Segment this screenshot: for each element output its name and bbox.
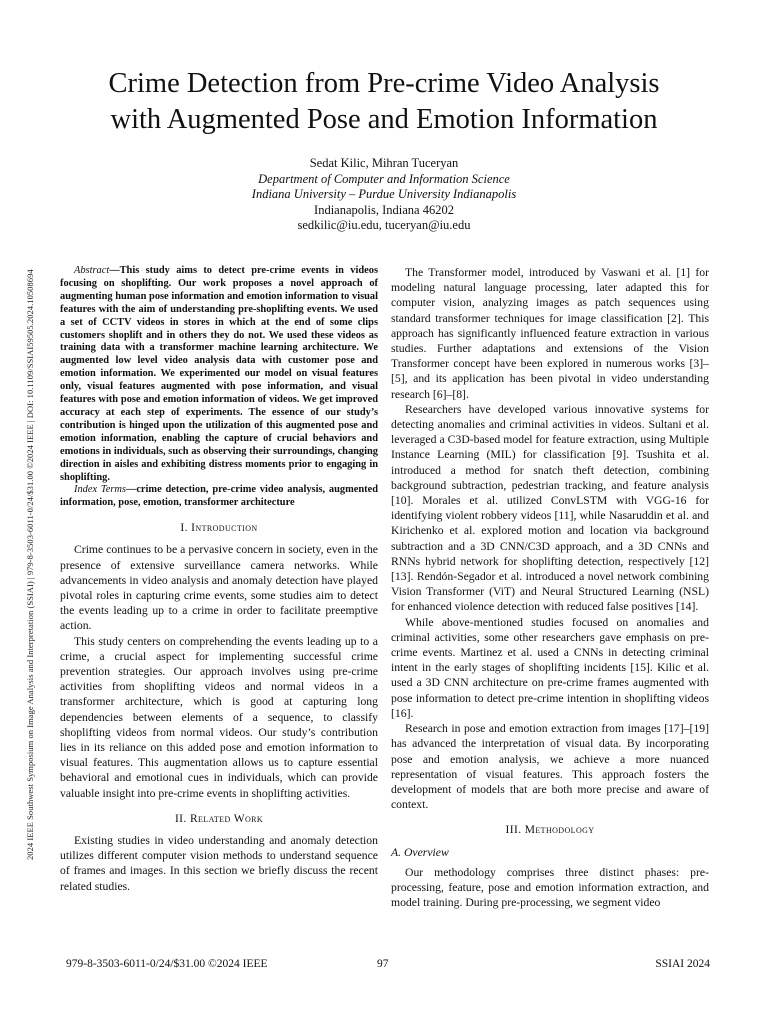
right-column: [391, 265, 709, 910]
footer-conference: SSIAI 2024: [655, 958, 710, 970]
page-number: 97: [377, 958, 389, 970]
section-heading-methodology: III. Methodology: [505, 824, 595, 837]
author-university: Indiana University – Purdue University Indianapolis: [251, 187, 517, 202]
index-terms-lead: Index Terms: [74, 484, 126, 496]
related-paragraph-3: Researchers have developed various innovative systems for detecting anomalies and criminal activities in videos. Sultani et al. leveraged a C3D-based model for feature extraction, using Multiple Instance Learning (MIL) for classification [9]. Tsushita et al. introduced a method for snatch theft detection, combining background subtraction, pedestrian tracking, and feature analysis [10]. Morales et al. utilized ConvLSTM with VGG-16 for identifying violent robbery videos [11], while Nasaruddin et al. and Kirichenko et al. explored motion and location via background subtraction and a 3D CNN/C3D approach, and a 3D CNNs and RNNs hybrid network for shoplifting detection, respectively [12][13]. Rendón-Segador et al. introduced a novel network combining Vision Transformer (ViT) and Neural Structured Learning (NSL) for enhanced violence detection with reduced false positives [14].: [391, 402, 709, 614]
index-terms: [60, 484, 378, 510]
intro-paragraph-1: Crime continues to be a pervasive concern in society, even in the presence of extensive surveillance camera networks. While advancements in video analysis and anomaly detection have played pivotal roles in capturing crime events, some studies aim to detect the events leading up to a crime in order to facilitate preemptive action.: [60, 543, 378, 633]
intro-paragraph-2: This study centers on comprehending the events leading up to a crime, a crucial aspect for implementing successful crime prevention strategies. Our approach involves using pre-crime activities from shoplifting videos and normal videos in a transformer architecture, which is good at capturing long dependencies between elements of a sequence, to classify shoplifting videos from normal videos. Our study’s contribution lies in its reliance on this added pose and emotion information to visual features. This augmentation allows us to capture essential behavioral and emotional cues in individuals, which can provide valuable insight into pre-crime events in shoplifting activities.: [60, 634, 378, 800]
author-emails: sedkilic@iu.edu, tuceryan@iu.edu: [297, 218, 471, 233]
abstract: [60, 265, 378, 484]
related-paragraph-5: Research in pose and emotion extraction from images [17]–[19] has advanced the interpretation of visual data. By incorporating pose and emotion analysis, we achieve a more nuanced representation of visual features. This approach fosters the development of models that are both more precise and aware of context.: [391, 722, 709, 812]
section-heading-related-work: II. Related Work: [174, 812, 264, 825]
related-paragraph-4: While above-mentioned studies focused on anomalies and criminal activities, some other researchers gave emphasis on pre-crime events. Martinez et al. used a CNNs in detecting criminal intent in the early stages of shoplifting incidents [15]. Kilic et al. used a 3D CNN architecture on pre-crime frames augmented with pose information to detect pre-crime intention in shoplifting videos [16].: [391, 615, 709, 720]
subsection-heading-overview: A. Overview: [391, 845, 449, 859]
sidebar-citation: 2024 IEEE Southwest Symposium on Image Analysis and Interpretation (SSIAI) | 979-8-3503-6011-0/24/$31.00 ©2024 IEEE | DOI: 10.1109/SSIAI59505.2024.10508694: [25, 269, 35, 860]
left-column: [60, 265, 378, 894]
methodology-paragraph-1: Our methodology comprises three distinct phases: pre-processing, feature, pose and emotion information extraction, and model training. During pre-processing, we segment video: [391, 865, 709, 910]
abstract-lead: Abstract: [74, 265, 110, 276]
author-department: Department of Computer and Information Science: [258, 171, 510, 186]
doi-sidebar: [14, 170, 35, 870]
author-location: Indianapolis, Indiana 46202: [314, 202, 454, 217]
title-line-1: Crime Detection from Pre-crime Video Analysis: [108, 68, 660, 99]
abstract-text: —This study aims to detect pre-crime events in videos focusing on shoplifting. Our work proposes a novel approach of augmenting human pose information and emotion information to visual features with the aim of understanding pre-shoplifting events. We used a set of CCTV videos in stores in which at the end of some clips customers shoplift and in others they do not. We used these videos as training data with a transformer machine learning architecture. We augmented low level video analysis data with customer pose and emotion information. We experimented our model on visual features only, visual features augmented with pose information, and visual features with pose and emotion information of videos. We get improved accuracy at each step of experiments. The essence of our study’s contribution is hinged upon the utilization of this augmented pose and emotion information, enabling the capture of crucial behaviors and emotions in individuals, such as observing their surroundings, changing direction in aisles and exhibiting distress moments prior to engaging in shoplifting.: [60, 265, 378, 483]
paper-title: [40, 66, 728, 138]
footer-copyright: 979-8-3503-6011-0/24/$31.00 ©2024 IEEE: [66, 958, 268, 970]
related-paragraph-1: Existing studies in video understanding and anomaly detection utilizes different computer vision methods to understand sequence of frames and images. In this section we briefly discuss the recent related studies.: [60, 834, 378, 893]
section-heading-introduction: I. Introduction: [180, 522, 258, 535]
author-block: [40, 156, 728, 234]
index-terms-text: —crime detection, pre-crime video analysis, augmented information, pose, emotion, transformer architecture: [60, 484, 378, 509]
title-line-2: with Augmented Pose and Emotion Information: [110, 104, 658, 135]
related-paragraph-2: The Transformer model, introduced by Vaswani et al. [1] for modeling natural language processing, later adapted this for computer vision, analyzing images as patch sequences using standard transformer techniques for image classification [2]. This approach has significantly influenced feature extraction in various studies. Further adaptations and extensions of the Vision Transformer concept have been explored in numerous works [3]–[5], and its application has been pivotal in video understanding research [6]–[8].: [391, 266, 709, 401]
author-names: Sedat Kilic, Mihran Tuceryan: [309, 156, 459, 170]
